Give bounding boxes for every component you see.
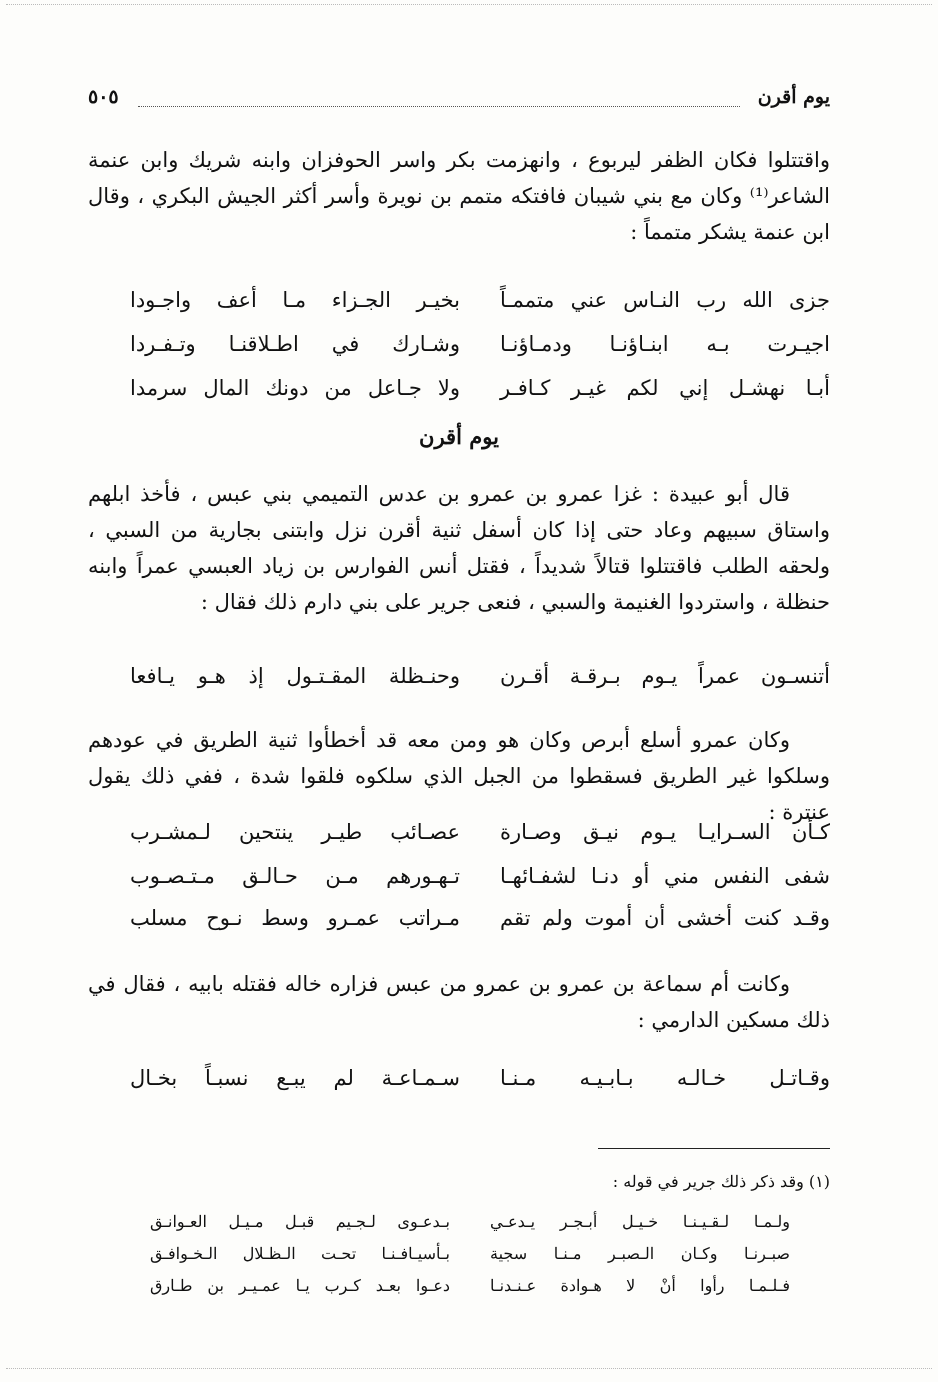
verse-line-3	[130, 376, 830, 410]
verse-hemistich-1: وقـاتـل خـالـه بـابـيـه مـنـا	[500, 1066, 830, 1090]
verse-line-8	[130, 1066, 830, 1100]
verse-hemistich-2: وحنـظلة المقـتـول إذ هـو يـافعا	[130, 664, 460, 688]
header-leader-dots	[138, 106, 740, 107]
running-header	[88, 86, 830, 116]
verse-hemistich-2: تـهـورهم مـن حـالـق مـتـصـوب	[130, 864, 460, 888]
paragraph-1: واقتتلوا فكان الظفر ليربوع ، وانهزمت بكر واسر الحوفزان وابنه شريك وابن عنمة الشاعر⁽¹⁾ وكان مع بني شيبان فافتكه متمم بن نويرة وأسر أكثر الجيش البكري ، وقال ابن عنمة يشكر متمماً :	[88, 148, 830, 244]
verse-hemistich-1: كـأن السـرايـا يـوم نيـق وصـارة	[500, 820, 830, 844]
paragraph-2: قال أبو عبيدة : غزا عمرو بن عمرو بن عدس التميمي بني عبس ، فأخذ ابلهم واستاق سبيهم وعاد حتى إذا كان أسفل ثنية أقرن نزل وابتنى بجارية من السبي ، ولحقه الطلب فاقتتلوا قتالاً شديداً ، فقتل أنس الفوارس بن زياد العبسي عمراً وابنه حنظلة ، واستردوا الغنيمة والسبي ، فنعى جرير على بني دارم ذلك فقال :	[88, 482, 830, 614]
verse-hemistich-1: أبـا نهشـل إني لكم غيـر كـافـر	[500, 376, 830, 400]
verse-hemistich-2: عصـائب طيـر ينتحين لـمشـرب	[130, 820, 460, 844]
page-number: ٥٠٥	[88, 86, 119, 108]
footnote-verse-3	[150, 1276, 790, 1302]
verse-line-4	[130, 664, 830, 698]
footnote-hemistich-2: دعـوا بعـد كـرب يـا عمـيـر بن طـارق	[150, 1276, 450, 1295]
verse-hemistich-2: سـمـاعـة لم يبـع نسبـاً بخـال	[130, 1066, 460, 1090]
verse-hemistich-2: ولا جـاعل من دونك المال سرمدا	[130, 376, 460, 400]
verse-hemistich-1: أتنسـون عمراً يـوم بـرقـة أقـرن	[500, 664, 830, 688]
footnote-verse-2	[150, 1244, 790, 1270]
top-border-ornament	[6, 4, 932, 15]
verse-line-7	[130, 906, 830, 940]
footnote-hemistich-2: بـأسيـافـنـا تحـت الـظـلال الـخـوافـق	[150, 1244, 450, 1263]
section-heading: يوم أقرن	[419, 424, 499, 449]
paragraph-4: وكانت أم سماعة بن عمرو بن عمرو من عبس فزاره خاله فقتله بابيه ، فقال في ذلك مسكين الدارمي :	[88, 972, 830, 1032]
footnote-verse-1	[150, 1212, 790, 1238]
verse-line-5	[130, 820, 830, 854]
verse-hemistich-2: مـراتب عمـرو وسط نـوح مسلب	[130, 906, 460, 930]
footnote-intro: (١) وقد ذكر ذلك جرير في قوله :	[612, 1172, 830, 1191]
verse-hemistich-1: شفى النفس مني أو دنـا لشفـائهـا	[500, 864, 830, 888]
footnote-divider	[598, 1148, 830, 1149]
verse-line-2	[130, 332, 830, 366]
verse-line-6	[130, 864, 830, 898]
bottom-border-ornament	[6, 1368, 932, 1379]
footnote-hemistich-1: فـلـمـا رأوا أنْ لا هـوادة عـنـدنـا	[490, 1276, 790, 1295]
header-title: يوم أقرن	[757, 86, 830, 108]
paragraph-3: وكان عمرو أسلع أبرص وكان هو ومن معه قد أخطأوا ثنية الطريق في عودهم وسلكوا غير الطريق فسقطوا من الجبل الذي سلكوه فلقوا شدة ، ففي ذلك يقول عنترة :	[88, 728, 830, 824]
verse-hemistich-2: بخيـر الجـزاء مـا أعف واجـودا	[130, 288, 460, 312]
verse-hemistich-1: جزى الله رب النـاس عني متممـاً	[500, 288, 830, 312]
verse-hemistich-1: اجيـرت بـه ابنـاؤنـا ودمـاؤنـا	[500, 332, 830, 356]
verse-line-1	[130, 288, 830, 322]
verse-hemistich-2: وشـارك في اطـلاقنـا وتـفـردا	[130, 332, 460, 356]
verse-hemistich-1: وقـد كنت أخشى أن أموت ولم تقم	[500, 906, 830, 930]
footnote-hemistich-2: بـدعـوى لـجـيم قبـل مـيـل العـوانـق	[150, 1212, 450, 1231]
footnote-hemistich-1: ولـمـا لـقـيـنـا خـيـل أبـجـر يـدعـي	[490, 1212, 790, 1231]
footnote-hemistich-1: صبـرنـا وكـان الـصبـر مـنـا سجية	[490, 1244, 790, 1263]
